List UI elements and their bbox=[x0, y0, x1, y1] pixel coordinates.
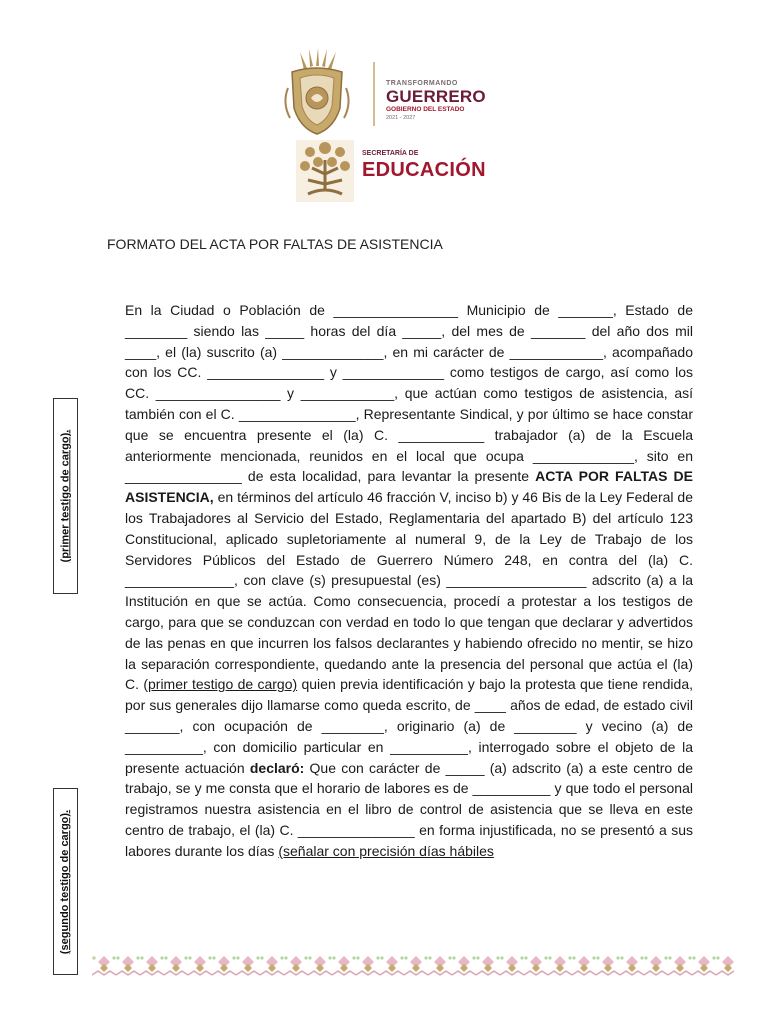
body-text-part-3: quien previa identificación y bajo la protesta que tiene rendida, por sus generales dijo llamarse como queda escrito, de ____ años de edad, de estado civil _______, con ocupación de ________, originario (a) de ________ y vecino (a) de __________, con domicilio particular en __________, interrogado sobre el objeto de la presente actuación bbox=[125, 676, 694, 776]
second-witness-box bbox=[53, 788, 78, 975]
body-bold-declared: declaró: bbox=[249, 759, 305, 776]
gov-years: 2021 - 2027 bbox=[386, 114, 416, 121]
gov-name: GUERRERO bbox=[386, 87, 486, 106]
body-underline-days: (señalar con precisión días hábiles bbox=[278, 842, 494, 859]
second-witness-label: (segundo testigo de cargo). bbox=[59, 809, 72, 954]
decorative-footer-band bbox=[92, 953, 734, 979]
gov-subtitle: GOBIERNO DEL ESTADO bbox=[386, 106, 465, 113]
document-body bbox=[125, 300, 693, 862]
edu-big-label: EDUCACIÓN bbox=[362, 159, 486, 181]
education-text-block bbox=[362, 150, 486, 180]
document-title: FORMATO DEL ACTA POR FALTAS DE ASISTENCIA bbox=[107, 236, 443, 252]
gov-slogan: TRANSFORMANDO bbox=[386, 80, 458, 87]
body-text-part-1: En la Ciudad o Población de ________________ Municipio de _______, Estado de ________ siendo las _____ horas del día _____, del mes de _______ del año dos mil ____, el (la) suscrito (a) _____________, en mi carácter de ____________, acompañado con los CC. _______________ y _____________ como testigos de cargo, así como los CC. ________________ y ____________, que actúan como testigos de asistencia, así también con el C. _______________, Representante Sindical, y por último se hace constar que se encuentra presente el (la) C. ___________ trabajador (a) de la Escuela anteriormente mencionada, reunidos en el local que ocupa _____________, sito en _______________ de esta localidad, para levantar la presente bbox=[125, 302, 693, 485]
body-text-part-2: en términos del artículo 46 fracción V, inciso b) y 46 Bis de la Ley Federal de los Trabajadores al Servicio del Estado, Reglamentaria del apartado B) del artículo 123 Constitucional, aplicado supletoriamente al numeral 9, de la Ley de Trabajo de los Servidores Públicos del Estado de Guerrero Número 248, en contra del (la) C. ______________, con clave (s) presupuestal (es) __________________ adscrito (a) a la Institución en que se actúa. Como consecuencia, procedí a protestar a los testigos de cargo, para que se conduzcan con verdad en todo lo que tengan que declarar y advertidos de las penas en que incurren los falsos declarantes y habiendo ofrecido no mentir, se hizo la separación correspondiente, quedando ante la presencia del personal que actúa el (la) C. ( bbox=[125, 489, 693, 693]
first-witness-label: (primer testigo de cargo). bbox=[59, 429, 72, 563]
body-text-part-4: Que con carácter de _____ (a) adscrito (a) a este centro de trabajo, se y me consta que el horario de labores es de __________ y que todo el personal registramos nuestra asistencia en el libro de control de asistencia que se lleva en este centro de trabajo, el (la) C. _______________ en forma injustificada, no se presentó a sus labores durante los días bbox=[125, 759, 693, 859]
government-text-block bbox=[386, 80, 486, 121]
embroidery-pattern-icon bbox=[92, 953, 734, 979]
first-witness-box bbox=[53, 398, 78, 594]
body-underline-witness: primer testigo de cargo) bbox=[148, 676, 298, 693]
edu-small-label: SECRETARÍA DE bbox=[362, 150, 419, 157]
body-bold-heading: ACTA POR FALTAS DE ASISTENCIA, bbox=[125, 468, 693, 506]
